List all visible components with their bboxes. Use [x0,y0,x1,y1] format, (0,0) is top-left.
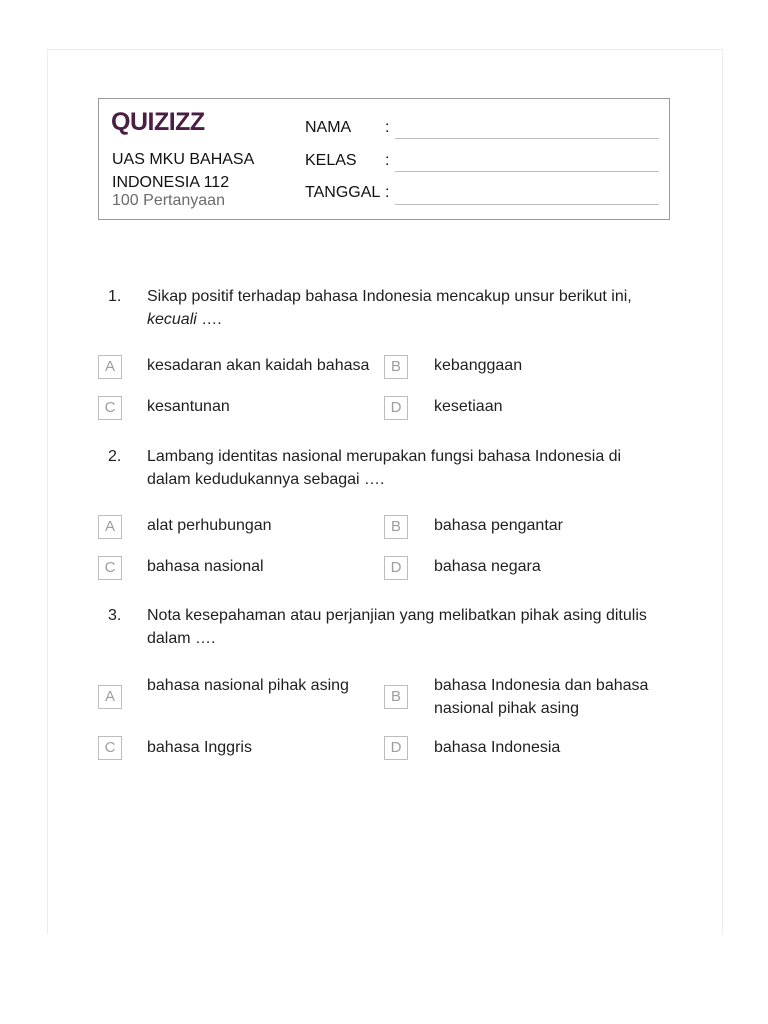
option-text: bahasa nasional [147,558,264,575]
date-label: TANGGAL [305,184,381,201]
date-field[interactable] [395,204,659,205]
question-count: 100 Pertanyaan [112,192,225,209]
date-colon: : [385,184,390,201]
option-text: bahasa negara [434,558,541,575]
worksheet-page [47,49,723,934]
quizizz-logo: QUIZIZZ [111,108,205,136]
option-letter-box: B [384,685,408,709]
option-letter-box: B [384,515,408,539]
question-number: 1. [108,288,122,305]
class-colon: : [385,152,390,169]
class-field[interactable] [395,171,659,172]
name-colon: : [385,119,390,136]
question-text: Lambang identitas nasional merupakan fungsi bahasa Indonesia di dalam kedudukannya sebagai …. [147,448,622,488]
option-text: kebanggaan [434,357,523,374]
option-text: bahasa nasional pihak asing [147,677,349,694]
option-text: kesadaran akan kaidah bahasa [147,357,370,374]
class-label: KELAS [305,152,357,169]
option-letter-box: C [98,396,122,420]
option-text: bahasa Indonesia [434,739,561,756]
question-text: Nota kesepahaman atau perjanjian yang melibatkan pihak asing ditulis dalam …. [147,607,647,647]
name-label: NAMA [305,119,352,136]
worksheet-header [98,98,670,220]
option-text: kesetiaan [434,398,503,415]
option-letter-box: C [98,736,122,760]
option-text: alat perhubungan [147,517,272,534]
question-number: 3. [108,607,122,624]
quiz-title: UAS MKU BAHASA INDONESIA 112 [112,151,254,191]
option-letter-box: B [384,355,408,379]
question-number: 2. [108,448,122,465]
option-text: bahasa pengantar [434,517,563,534]
option-letter-box: D [384,396,408,420]
option-letter-box: A [98,515,122,539]
option-text: bahasa Indonesia dan bahasa nasional pihak asing [434,677,649,717]
option-letter-box: D [384,736,408,760]
option-letter-box: C [98,556,122,580]
question-emphasis: kecuali [147,311,197,328]
name-field[interactable] [395,138,659,139]
option-letter-box: A [98,685,122,709]
option-text: bahasa Inggris [147,739,252,756]
question-text: Sikap positif terhadap bahasa Indonesia mencakup unsur berikut ini, kecuali …. [147,288,632,328]
option-letter-box: A [98,355,122,379]
option-text: kesantunan [147,398,230,415]
option-letter-box: D [384,556,408,580]
